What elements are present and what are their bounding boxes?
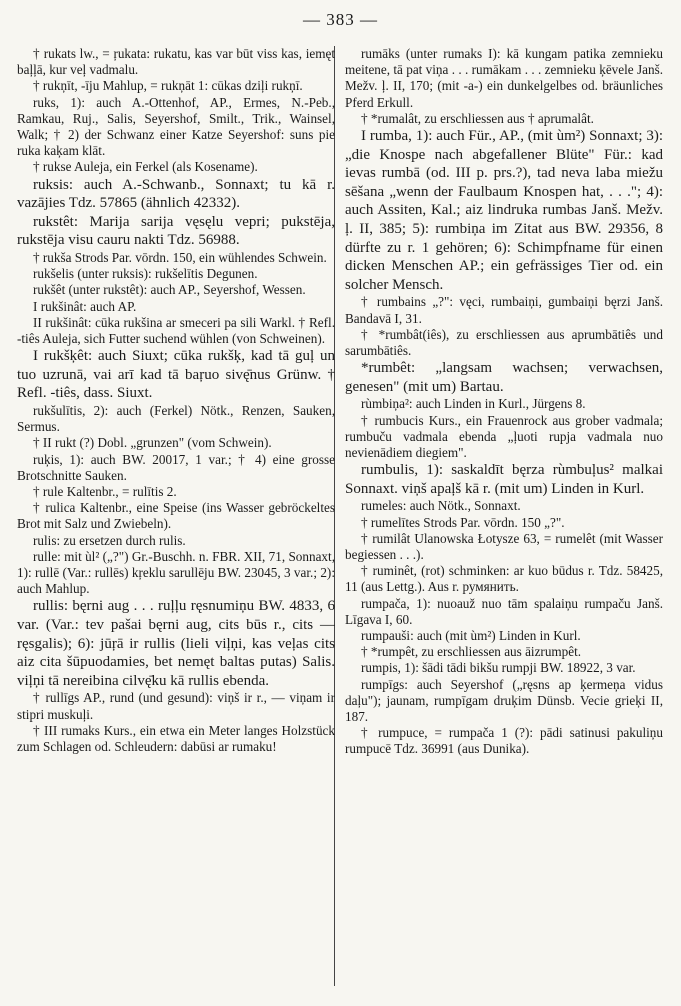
dictionary-entry: rumāks (unter rumaks I): kā kungam patika zemnieku meitene, tā pat viņa . . . rumākam . . . zemnieku ķēvele Janš. Mežv. ļ. II, 170; (mit -a-) ein dunkelgelbes od. bräunliches Pferd Erkull.	[345, 46, 663, 110]
dictionary-entry: II rukšinât: cūka rukšina ar smeceri pa sili Warkl. † Refl. -tiês Auleja, sich Futter suchend wühlen (von Schweinen).	[17, 314, 335, 347]
dictionary-entry: I rumba, 1): auch Für., AP., (mit ùm²) Sonnaxt; 3): „die Knospe nach abgefallener Blüte" Für.: kad ievas rumbā (od. III p. prs.?), tad neva laba miežu sēšana „wenn der Faulbaum Knospen hat, . . ."; 4): auch Assiten, Kal.; aiz lindruka rumbas Janš. Mežv. ļ. II, 385; 5): rumbiņa im Zitat aus BW. 29356, 8 dürfte zu r. 1 gehören; 6): Schimpfname für einen dicken Menschen AP.; ein gefrässiges Tier od. ein solcher Mensch.	[345, 128, 663, 293]
dictionary-entry: rukšêt (unter rukstêt): auch AP., Seyershof, Wessen.	[33, 282, 306, 298]
dictionary-entry: rùmbiņa²: auch Linden in Kurl., Jürgens 8.	[361, 396, 586, 412]
dictionary-entry: rullis: bęrni aug . . . ruļļu ręsnumiņu BW. 4833, 6 var. (Var.: tev pašai bęrni aug, cits būs r., cits — ręsgalis); 6): jūŗā ir rullis (lieli viļņi, kas veļas cits aiz cita šūpuodamies, bet nemęt baltas putas) Salis. viļņi tā nereibina cilvę̄ku kā rullis ebenda.	[17, 598, 335, 689]
dictionary-entry: † rumilât Ulanowska Łotysze 63, = rumelêt (mit Wasser begiessen . . .).	[345, 530, 663, 562]
dictionary-entry: † rumpuce, = rumpača 1 (?): pādi satinusi pakuliņu rumpucē Tdz. 36991 (aus Dunika).	[345, 725, 663, 757]
dictionary-entry: rumpis, 1): šādi tādi bikšu rumpji BW. 18922, 3 var.	[361, 660, 636, 676]
dictionary-entry: † *rumalât, zu erschliessen aus † aprumalât.	[361, 110, 594, 126]
dictionary-entry: ruķis, 1): auch BW. 20017, 1 var.; † 4) eine grosse Brotschnitte Sauken.	[17, 451, 335, 483]
dictionary-entry: rukšelis (unter ruksis): rukšelītis Degunen.	[33, 266, 258, 282]
dictionary-entry: rumpauši: auch (mit ùm²) Linden in Kurl.	[361, 627, 581, 643]
dictionary-entry: *rumbêt: „langsam wachsen; verwachsen, genesen" (mit um) Bartau.	[345, 360, 663, 395]
right-column	[345, 46, 663, 998]
dictionary-entry: rumpača, 1): nuoauž nuo tām spalaiņu rumpaču Janš. Līgava I, 60.	[345, 595, 663, 627]
dictionary-entry: † III rumaks Kurs., ein etwa ein Meter langes Holzstück zum Schlagen od. Schleudern: dabūsi ar rumaku!	[17, 722, 335, 755]
dictionary-entry: † rulica Kaltenbr., eine Speise (ins Wasser gebröckeltes Brot mit Salz und Zwiebeln).	[17, 500, 335, 532]
dictionary-entry: † *rumpêt, zu erschliessen aus āizrumpêt.	[361, 644, 582, 660]
dictionary-entry: † rullīgs AP., rund (und gesund): viņš ir r., — viņam ir stipri muskuļi.	[17, 690, 335, 722]
dictionary-entry: † rukse Auleja, ein Ferkel (als Kosename).	[33, 159, 258, 175]
dictionary-entry: † rukņīt, -īju Mahlup, = rukņāt 1: cūkas dziļi rukņī.	[33, 78, 303, 94]
dictionary-entry: rumpīgs: auch Seyershof („ręsns ap ķermeņa vidus daļu"); jaunam, rumpīgam druķim Dünsb. Vecie grieķi II, 187.	[345, 676, 663, 724]
dictionary-entry: † rumbains „?": vęci, rumbaiņi, gumbaiņi bęrzi Janš. Bandavā I, 31.	[345, 294, 663, 326]
dictionary-entry: rumeles: auch Nötk., Sonnaxt.	[361, 498, 521, 514]
dictionary-entry: rukšulītis, 2): auch (Ferkel) Nötk., Renzen, Sauken, Sermus.	[17, 403, 335, 435]
dictionary-entry: rulle: mit ùl² („?") Gr.-Buschh. n. FBR. XII, 71, Sonnaxt, 1): rullē (Var.: rullēs) kŗeklu sarullēju BW. 23045, 3 var.; 2): auch Mahlup.	[17, 548, 335, 597]
dictionary-entry: † rumbucis Kurs., ein Frauenrock aus grober vadmala; rumbuču vadmala ebenda „ļuoti rupja vadmala nuo nevienādiem diegiem".	[345, 412, 663, 460]
left-column	[17, 46, 335, 998]
dictionary-entry: rukstêt: Marija sarija vęsęlu vepri; pukstēja, rukstēja visu cauru nakti Tdz. 56988.	[17, 213, 335, 249]
dictionary-entry: † rukats lw., = ŗukata: rukatu, kas var būt viss kas, iemęt baļļā, kur veļ vadmalu.	[17, 46, 335, 78]
dictionary-entry: ruks, 1): auch A.-Ottenhof, AP., Ermes, N.-Peb., Ramkau, Ruj., Salis, Seyershof, Smilt., Trik., Wainsel, Walk; † 2) der Schwanz einer Katze Seyershof: suns pie ruka kaķam klāt.	[17, 94, 335, 159]
dictionary-entry: † *rumbât(iês), zu erschliessen aus aprumbātiês und sarumbātiês.	[345, 326, 663, 358]
dictionary-entry: I rukšķêt: auch Siuxt; cūka rukšķ, kad tā guļ un tuo uzrunā, vai arī kad tā baŗuo sivę̄nus Grünw. † Refl. -tiês, dass. Siuxt.	[17, 348, 335, 402]
dictionary-entry: rumbulis, 1): saskaldīt bęrza rùmbuļus² malkai Sonnaxt. viņš apaļš kā r. (mit um) Linden in Kurl.	[345, 462, 663, 497]
dictionary-entry: † rule Kaltenbr., = rulītis 2.	[33, 484, 177, 500]
dictionary-entry: † rumelītes Strods Par. vōrdn. 150 „?".	[361, 514, 565, 530]
dictionary-entry: † II rukt (?) Dobl. „grunzen" (vom Schwein).	[33, 435, 272, 451]
dictionary-entry: I rukšinât: auch AP.	[33, 298, 137, 314]
dictionary-entry: ruksis: auch A.-Schwanb., Sonnaxt; tu kā r. vazājies Tdz. 57865 (ähnlich 42332).	[17, 176, 335, 212]
dictionary-entry: † ruminêt, (rot) schminken: ar kuo būdus r. Tdz. 58425, 11 (aus Lettg.). Aus r. румянить.	[345, 563, 663, 595]
dictionary-entry: † rukša Strods Par. vōrdn. 150, ein wühlendes Schwein.	[33, 250, 327, 265]
dictionary-entry: rulis: zu ersetzen durch rulis.	[33, 532, 186, 548]
page-number: — 383 —	[303, 10, 378, 29]
